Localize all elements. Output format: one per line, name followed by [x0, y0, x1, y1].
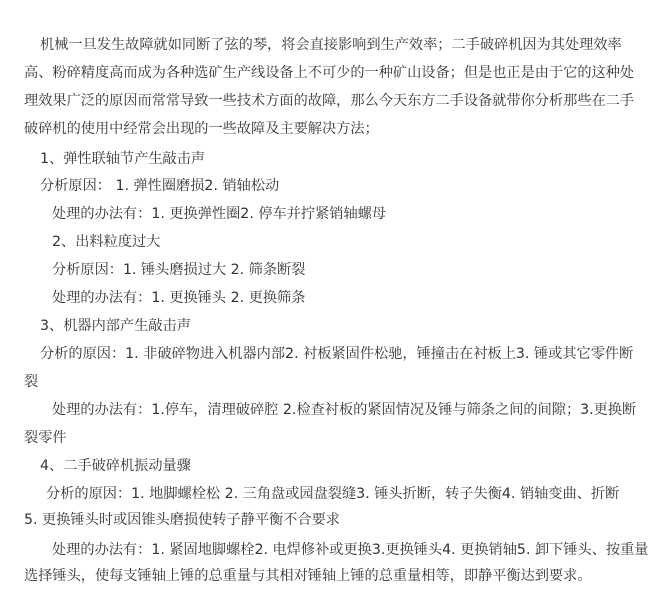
section-3-fix-line-1: 处理的办法有：1.停车，清理破碎腔 2.检查衬板的紧固情况及锤与筛条之间的间隙；3.更换断 [52, 402, 637, 418]
section-3-fix-line-2: 裂零件 [24, 430, 67, 446]
section-2-cause: 分析原因：1. 锤头磨损过大 2. 筛条断裂 [52, 262, 306, 278]
section-4-cause-line-1: 分析的原因：1. 地脚螺栓松 2. 三角盘或园盘裂缝3. 锤头折断，转子失衡4. 销轴变曲、折断 [46, 486, 620, 502]
section-1-cause: 分析原因： 1. 弹性圈磨损2. 销轴松动 [40, 178, 280, 194]
section-4-heading: 4、二手破碎机振动量骤 [40, 458, 191, 474]
section-2-fix: 处理的办法有：1. 更换锤头 2. 更换筛条 [52, 290, 306, 306]
section-4-cause-line-2: 5. 更换锤头时或因锥头磨损使转子静平衡不合要求 [24, 512, 340, 528]
intro-line-4: 破碎机的使用中经常会出现的一些故障及主要解决方法； [24, 121, 379, 137]
section-3-heading: 3、机器内部产生敲击声 [40, 318, 191, 334]
section-4-fix-line-2: 选择锤头，使每支锤轴上锤的总重量与其相对锤轴上锤的总重量相等，即静平衡达到要求。 [24, 568, 592, 584]
intro-line-2: 高、粉碎精度高而成为各种选矿生产线设备上不可少的一种矿山设备；但是也正是由于它的这种处 [24, 65, 635, 81]
intro-line-3: 理效果广泛的原因而常常导致一些技术方面的故障，那么今天东方二手设备就带你分析那些在二手 [24, 93, 635, 109]
section-2-heading: 2、出料粒度过大 [52, 234, 161, 250]
section-1-heading: 1、弹性联轴节产生敲击声 [40, 151, 206, 167]
intro-line-1: 机械一旦发生故障就如同断了弦的琴，将会直接影响到生产效率；二手破碎机因为其处理效率 [40, 37, 622, 53]
section-1-fix: 处理的办法有：1. 更换弹性圈2. 停车并拧紧销轴螺母 [52, 206, 387, 222]
section-3-cause-line-2: 裂 [24, 374, 39, 390]
section-4-fix-line-1: 处理的办法有：1. 紧固地脚螺栓2. 电焊修补或更换3.更换锤头4. 更换销轴5. 卸下锤头、按重量 [52, 542, 649, 558]
section-3-cause-line-1: 分析的原因：1. 非破碎物进入机器内部2. 衬板紧固件松驰，锤撞击在衬板上3. 锤或其它零件断 [40, 346, 634, 362]
